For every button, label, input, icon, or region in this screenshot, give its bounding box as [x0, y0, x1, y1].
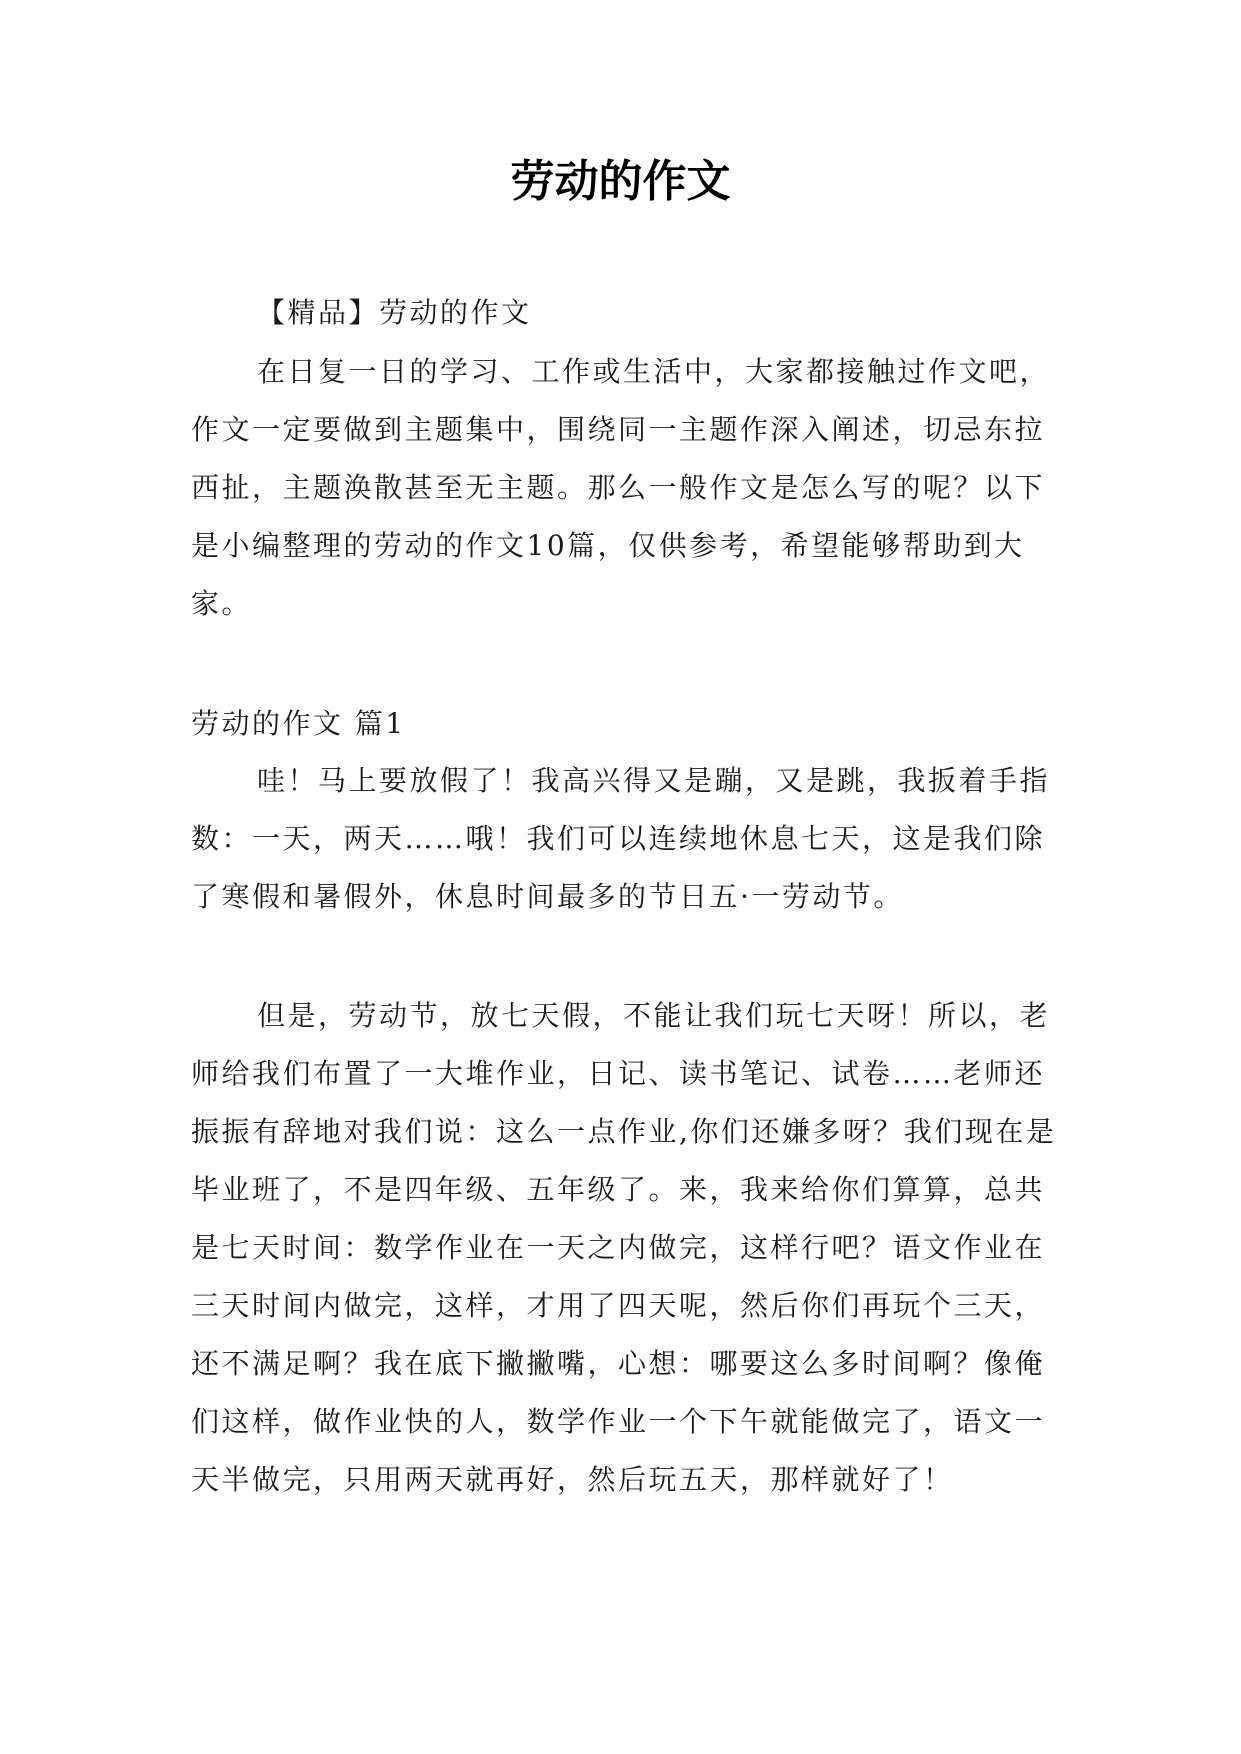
document-subtitle: 【精品】劳动的作文 [257, 296, 532, 329]
document-title: 劳动的作文 [510, 156, 731, 207]
intro-paragraph: 在日复一日的学习、工作或生活中，大家都接触过作文吧，作文一定要做到主题集中，围绕同一主题作深入阐述，切忌东拉西扯，主题涣散甚至无主题。那么一般作文是怎么写的呢？以下是小编整理的劳动的作文10篇，仅供参考，希望能够帮助到大家。 [191, 355, 1051, 620]
section-heading: 劳动的作文 篇1 [191, 707, 406, 740]
section-paragraph: 哇！马上要放假了！我高兴得又是蹦，又是跳，我扳着手指数：一天，两天……哦！我们可以连续地休息七天，这是我们除了寒假和暑假外，休息时间最多的节日五·一劳动节。 [191, 764, 1051, 913]
section-paragraph: 但是，劳动节，放七天假，不能让我们玩七天呀！所以，老师给我们布置了一大堆作业，日记、读书笔记、试卷……老师还振振有辞地对我们说：这么一点作业,你们还嫌多呀？我们现在是毕业班了，不是四年级、五年级了。来，我来给你们算算，总共是七天时间：数学作业在一天之内做完，这样行吧？语文作业在三天时间内做完，这样，才用了四天呢，然后你们再玩个三天，还不满足啊？我在底下撇撇嘴，心想：哪要这么多时间啊？像俺们这样，做作业快的人，数学作业一个下午就能做完了，语文一天半做完，只用两天就再好，然后玩五天，那样就好了！ [191, 999, 1057, 1496]
